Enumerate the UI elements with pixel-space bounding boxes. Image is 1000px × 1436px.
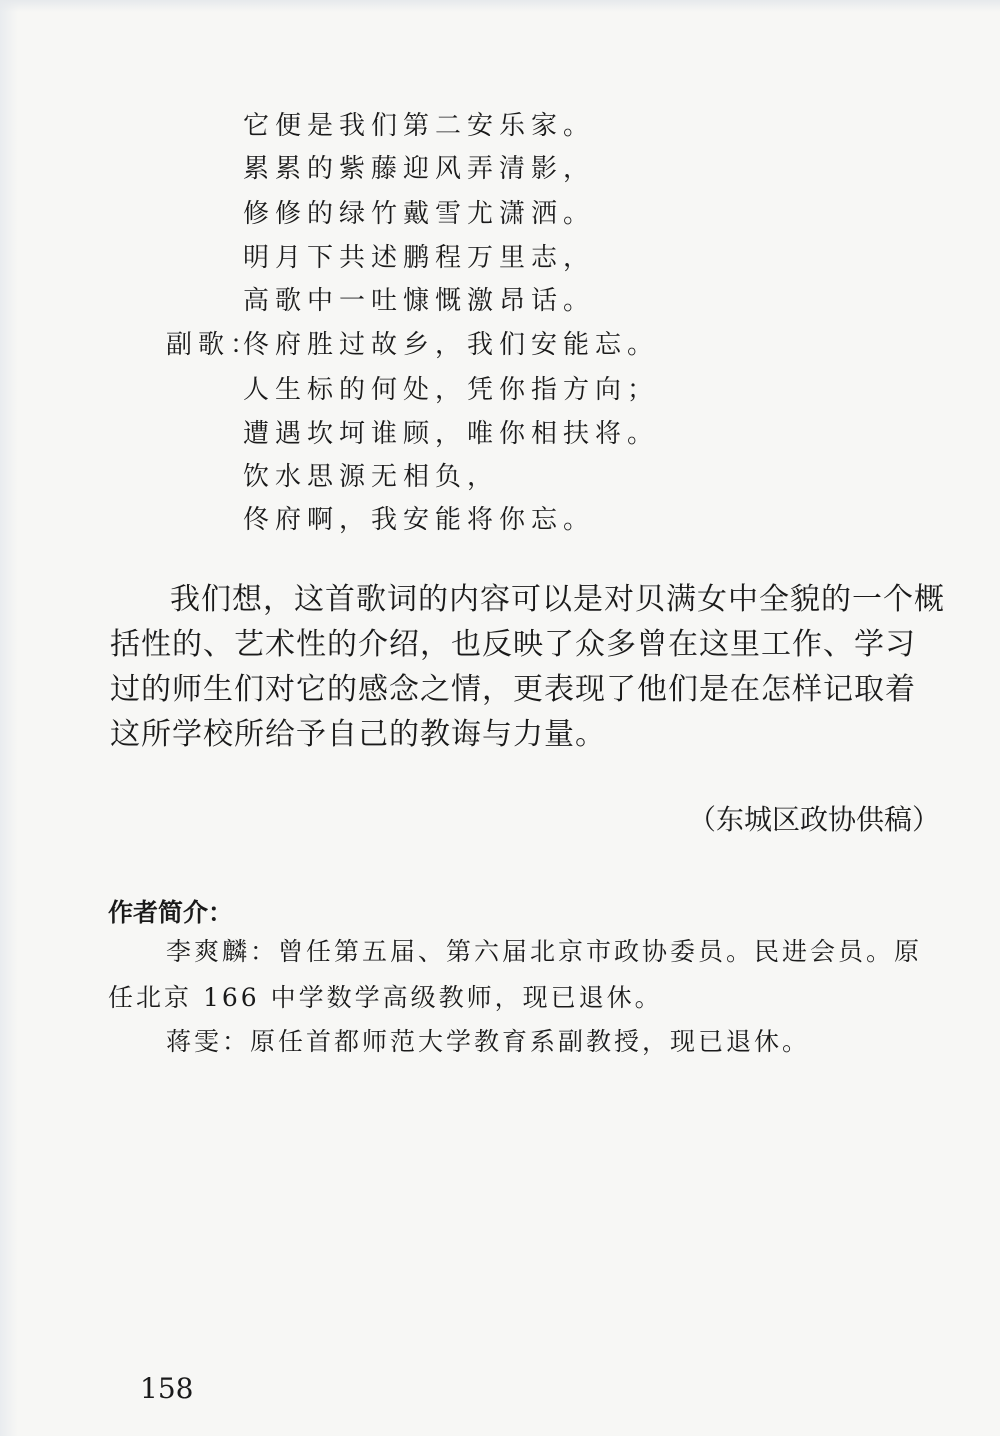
- lyric-line: 高歌中一吐慷慨激昂话。: [243, 286, 596, 316]
- source-credit: （东城区政协供稿）: [687, 803, 940, 836]
- scan-shadow-left: [0, 0, 18, 1436]
- author-bio-entry: 李爽麟：曾任第五届、第六届北京市政协委员。民进会员。原任北京 166 中学数学高级教师，现已退休。: [108, 937, 923, 1012]
- lyric-line: 修修的绿竹戴雪尤潇洒。: [243, 199, 596, 229]
- chorus-line: 佟府胜过故乡，我们安能忘。: [243, 330, 660, 360]
- lyric-line: 累累的紫藤迎风弄清影，: [243, 154, 596, 184]
- author-bio-entry: 蒋雯：原任首都师范大学教育系副教授，现已退休。: [166, 1027, 811, 1056]
- chorus-line: 遭遇坎坷谁顾，唯你相扶将。: [243, 419, 660, 449]
- commentary-paragraph: 我们想，这首歌词的内容可以是对贝满女中全貌的一个概括性的、艺术性的介绍，也反映了众多曾在这里工作、学习过的师生们对它的感念之情，更表现了他们是在怎样记取着这所学校所给予自己的教诲与力量。: [110, 582, 945, 752]
- lyric-line: 明月下共述鹏程万里志，: [243, 243, 596, 273]
- chorus-line: 佟府啊，我安能将你忘。: [243, 505, 596, 535]
- chorus-label: 副歌：: [166, 330, 263, 360]
- scan-shadow-top: [0, 0, 1000, 12]
- chorus-line: 饮水思源无相负，: [243, 462, 500, 492]
- chorus-line: 人生标的何处，凭你指方向；: [243, 375, 660, 405]
- page-number: 158: [140, 1372, 194, 1405]
- author-bio-heading: 作者简介：: [108, 898, 234, 927]
- lyric-line: 它便是我们第二安乐家。: [243, 111, 596, 141]
